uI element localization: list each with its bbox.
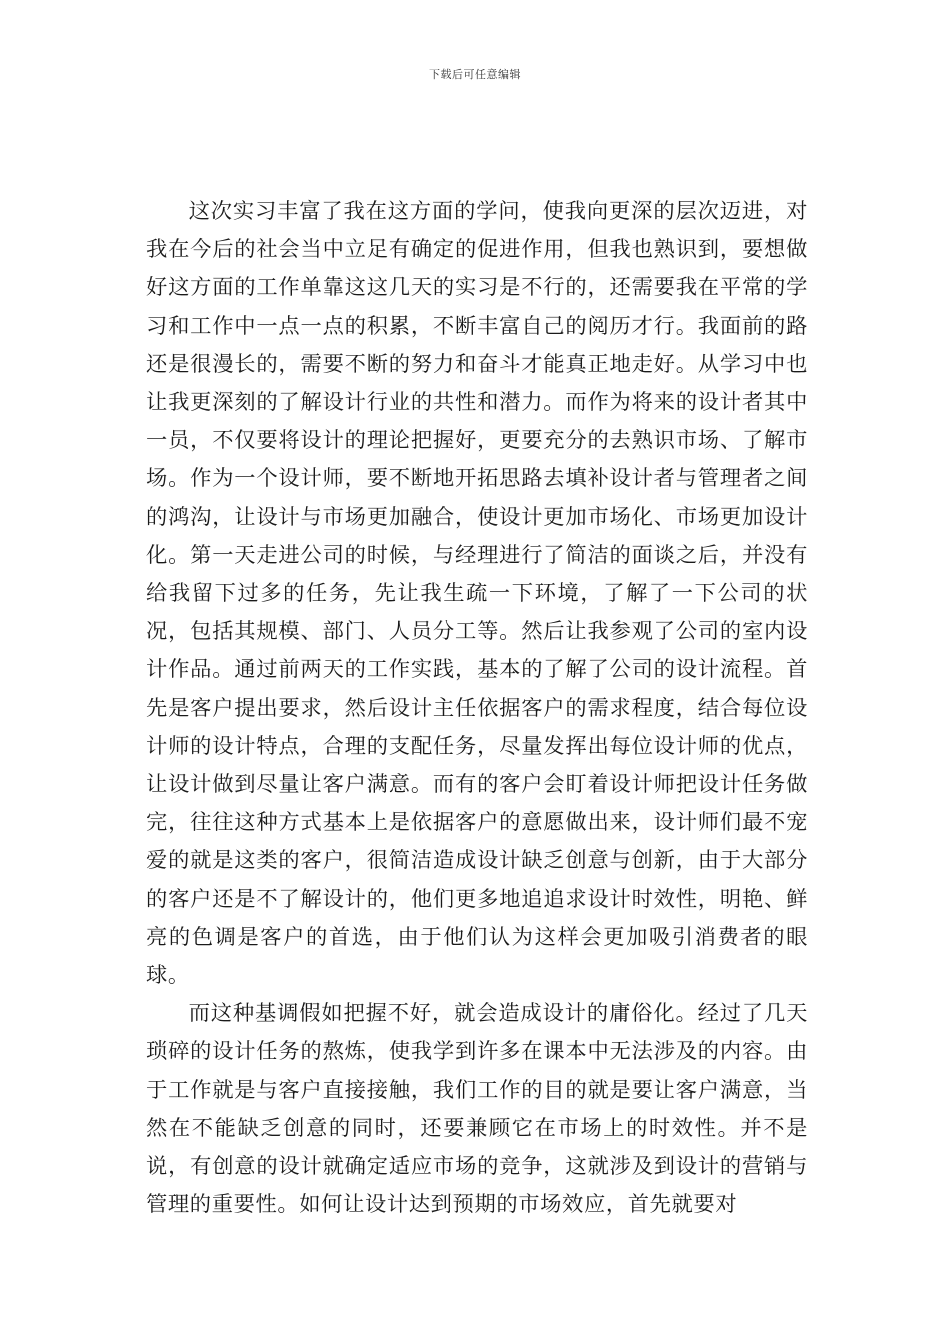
paragraph-2: 而这种基调假如把握不好，就会造成设计的庸俗化。经过了几天琐碎的设计任务的熬炼，使我学到许多在课本中无法涉及的内容。由于工作就是与客户直接接触，我们工作的目的就是要让客户满意，当然在不能缺乏创意的同时，还要兼顾它在市场上的时效性。并不是说，有创意的设计就确定适应市场的竞争，这就涉及到设计的营销与管理的重要性。如何让设计达到预期的市场效应，首先就要对: [146, 1001, 808, 1218]
page-header: 下载后可任意编辑: [429, 68, 521, 81]
paragraph-1: 这次实习丰富了我在这方面的学问，使我向更深的层次迈进，对我在今后的社会当中立足有确定的促进作用，但我也熟识到，要想做好这方面的工作单靠这这几天的实习是不行的，还需要我在平常的学习和工作中一点一点的积累，不断丰富自己的阅历才行。我面前的路还是很漫长的，需要不断的努力和奋斗才能真正地走好。从学习中也让我更深刻的了解设计行业的共性和潜力。而作为将来的设计者其中一员，不仅要将设计的理论把握好，更要充分的去熟识市场、了解市场。作为一个设计师，要不断地开拓思路去填补设计者与管理者之间的鸿沟，让设计与市场更加融合，使设计更加市场化、市场更加设计化。第一天走进公司的时候，与经理进行了简洁的面谈之后，并没有给我留下过多的任务，先让我生疏一下环境，了解了一下公司的状况，包括其规模、部门、人员分工等。然后让我参观了公司的室内设计作品。通过前两天的工作实践，基本的了解了公司的设计流程。首先是客户提出要求，然后设计主任依据客户的需求程度，结合每位设计师的设计特点，合理的支配任务，尽量发挥出每位设计师的优点，让设计做到尽量让客户满意。而有的客户会盯着设计师把设计任务做完，往往这种方式基本上是依据客户的意愿做出来，设计师们最不宠爱的就是这类的客户，很简洁造成设计缺乏创意与创新，由于大部分的客户还是不了解设计的，他们更多地追追求设计时效性，明艳、鲜亮的色调是客户的首选，由于他们认为这样会更加吸引消费者的眼球。: [146, 199, 808, 989]
body-text: [146, 193, 808, 1224]
